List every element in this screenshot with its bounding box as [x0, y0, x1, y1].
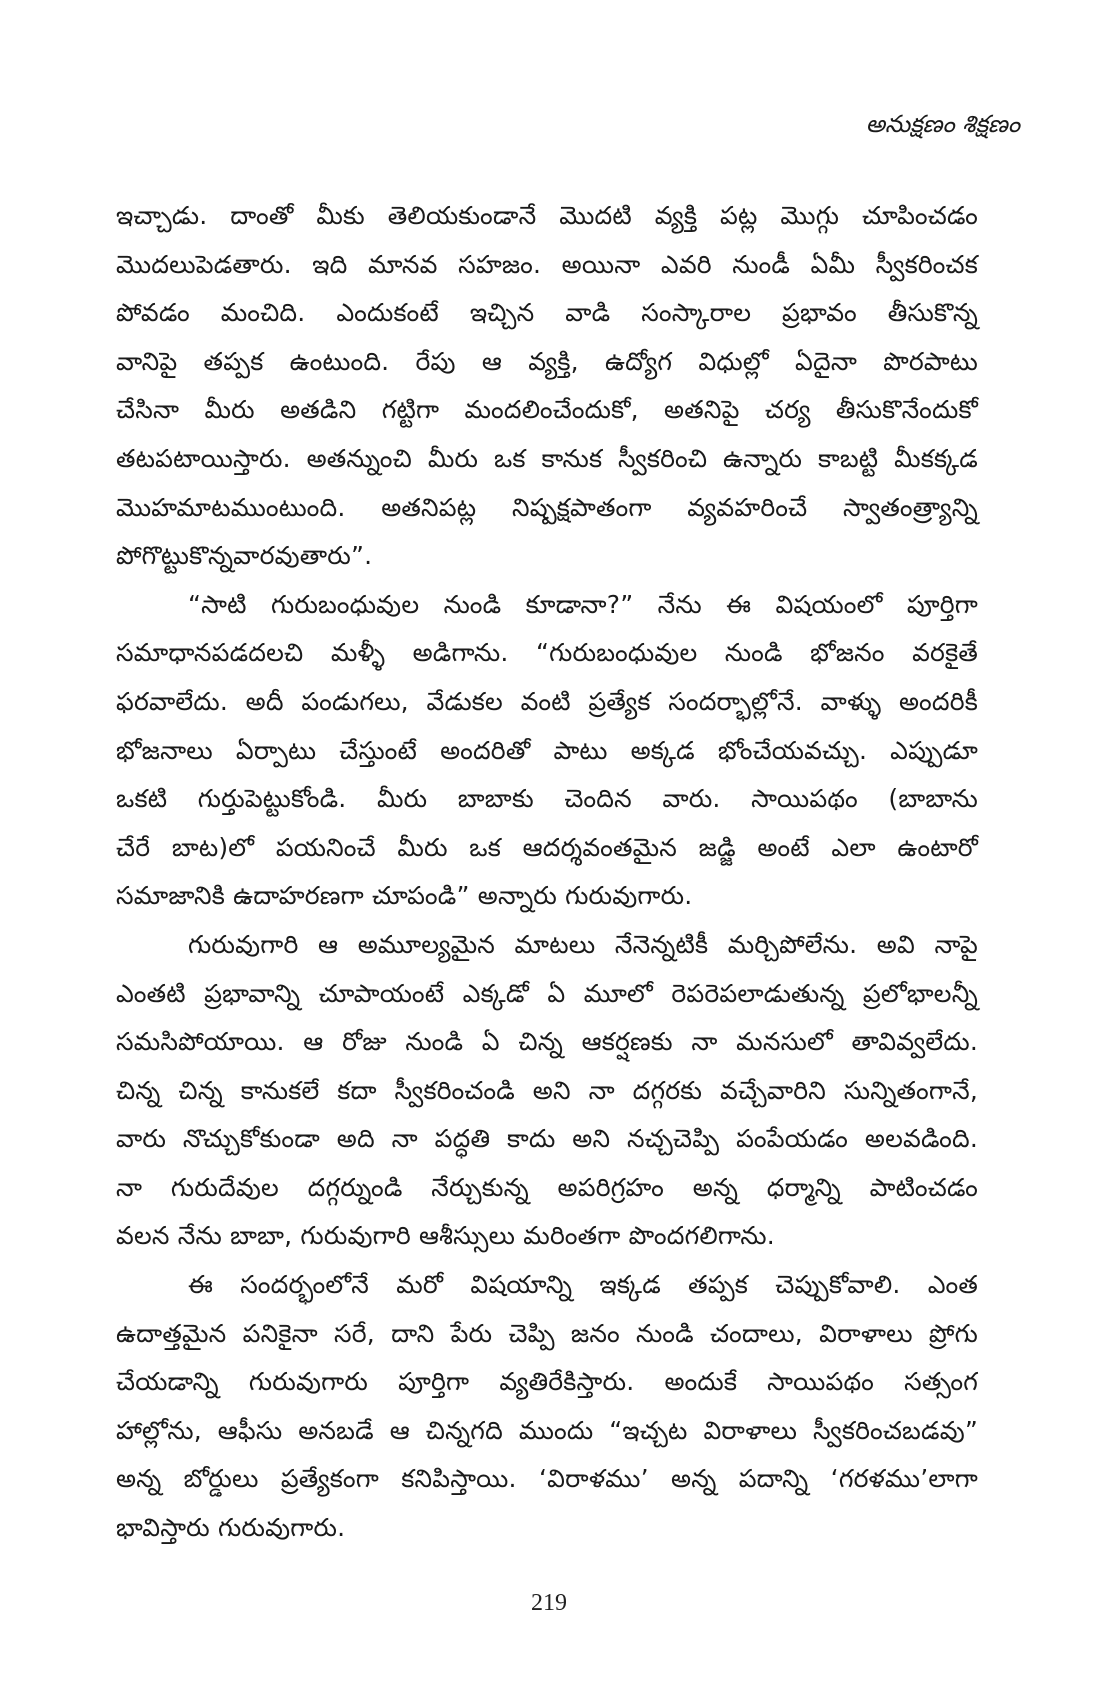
text-line: వారు నొచ్చుకోకుండా అది నా పద్ధతి కాదు అని నచ్చచెప్పి పంపేయడం అలవడింది. [116, 1124, 978, 1154]
text-line: వానిపై తప్పక ఉంటుంది. రేపు ఆ వ్యక్తి, ఉద్యోగ విధుల్లో ఏదైనా పొరపాటు [116, 346, 978, 376]
text-line: హాల్లోను, ఆఫీసు అనబడే ఆ చిన్నగది ముందు “ఇచ్చట విరాళాలు స్వీకరించబడవు” [116, 1415, 978, 1445]
text-line: మొహమాటముంటుంది. అతనిపట్ల నిష్పక్షపాతంగా వ్యవహరించే స్వాతంత్ర్యాన్ని [116, 492, 978, 522]
text-line: భోజనాలు ఏర్పాటు చేస్తుంటే అందరితో పాటు అక్కడ భోంచేయవచ్చు. ఎప్పుడూ [116, 735, 978, 765]
running-header-title: అనుక్షణం శిక్షణం [865, 110, 1020, 138]
page-number: 219 [531, 1590, 567, 1616]
text-line: సమాధానపడదలచి మళ్ళీ అడిగాను. “గురుబంధువుల నుండి భోజనం వరకైతే [116, 638, 978, 668]
text-line: తటపటాయిస్తారు. అతన్నుంచి మీరు ఒక కానుక స్వీకరించి ఉన్నారు కాబట్టి మీకక్కడ [116, 443, 978, 473]
text-line: భావిస్తారు గురువుగారు. [116, 1513, 346, 1543]
text-line: చేయడాన్ని గురువుగారు పూర్తిగా వ్యతిరేకిస్తారు. అందుకే సాయిపథం సత్సంగ [116, 1367, 978, 1397]
text-line: నా గురుదేవుల దగ్గర్నుండి నేర్చుకున్న అపరిగ్రహం అన్న ధర్మాన్ని పాటించడం [116, 1172, 978, 1202]
text-line: చిన్న చిన్న కానుకలే కదా స్వీకరించండి అని నా దగ్గరకు వచ్చేవారిని సున్నితంగానే, [116, 1075, 978, 1105]
paragraph-start-line: గురువుగారి ఆ అమూల్యమైన మాటలు నేనెన్నటికీ మర్చిపోలేను. అవి నాపై [188, 929, 978, 959]
text-line: పోగొట్టుకొన్నవారవుతారు”. [116, 541, 373, 571]
text-line: ఇచ్చాడు. దాంతో మీకు తెలియకుండానే మొదటి వ్యక్తి పట్ల మొగ్గు చూపించడం [116, 201, 978, 230]
text-line: చేరే బాట)లో పయనించే మీరు ఒక ఆదర్శవంతమైన జడ్జి అంటే ఎలా ఉంటారో [116, 832, 978, 862]
paragraph-start-line: “సాటి గురుబంధువుల నుండి కూడానా?” నేను ఈ విషయంలో పూర్తిగా [188, 589, 978, 619]
text-line: ఒకటి గుర్తుపెట్టుకోండి. మీరు బాబాకు చెందిన వారు. సాయిపథం (బాబాను [116, 784, 978, 814]
text-line: సమాజానికి ఉదాహరణగా చూపండి” అన్నారు గురువుగారు. [116, 881, 693, 911]
text-line: ఎంతటి ప్రభావాన్ని చూపాయంటే ఎక్కడో ఏ మూలో రెపరెపలాడుతున్న ప్రలోభాలన్నీ [116, 978, 978, 1008]
text-line: సమసిపోయాయి. ఆ రోజు నుండి ఏ చిన్న ఆకర్షణకు నా మనసులో తావివ్వలేదు. [116, 1027, 978, 1057]
body-text [116, 192, 978, 1553]
text-line: మొదలుపెడతారు. ఇది మానవ సహజం. అయినా ఎవరి నుండీ ఏమీ స్వీకరించక [116, 249, 978, 279]
text-line: చేసినా మీరు అతడిని గట్టిగా మందలించేందుకో, అతనిపై చర్య తీసుకొనేందుకో [116, 395, 978, 425]
text-line: పోవడం మంచిది. ఎందుకంటే ఇచ్చిన వాడి సంస్కారాల ప్రభావం తీసుకొన్న [116, 298, 978, 328]
text-line: అన్న బోర్డులు ప్రత్యేకంగా కనిపిస్తాయి. ‘విరాళము’ అన్న పదాన్ని ‘గరళము’లాగా [116, 1464, 978, 1494]
text-line: ఫరవాలేదు. అదీ పండుగలు, వేడుకల వంటి ప్రత్యేక సందర్భాల్లోనే. వాళ్ళు అందరికీ [116, 686, 978, 716]
paragraph-start-line: ఈ సందర్భంలోనే మరో విషయాన్ని ఇక్కడ తప్పక చెప్పుకోవాలి. ఎంత [188, 1270, 978, 1300]
text-line: వలన నేను బాబా, గురువుగారి ఆశీస్సులు మరింతగా పొందగలిగాను. [116, 1221, 775, 1251]
text-line: ఉదాత్తమైన పనికైనా సరే, దాని పేరు చెప్పి జనం నుండి చందాలు, విరాళాలు ప్రోగు [116, 1318, 978, 1348]
